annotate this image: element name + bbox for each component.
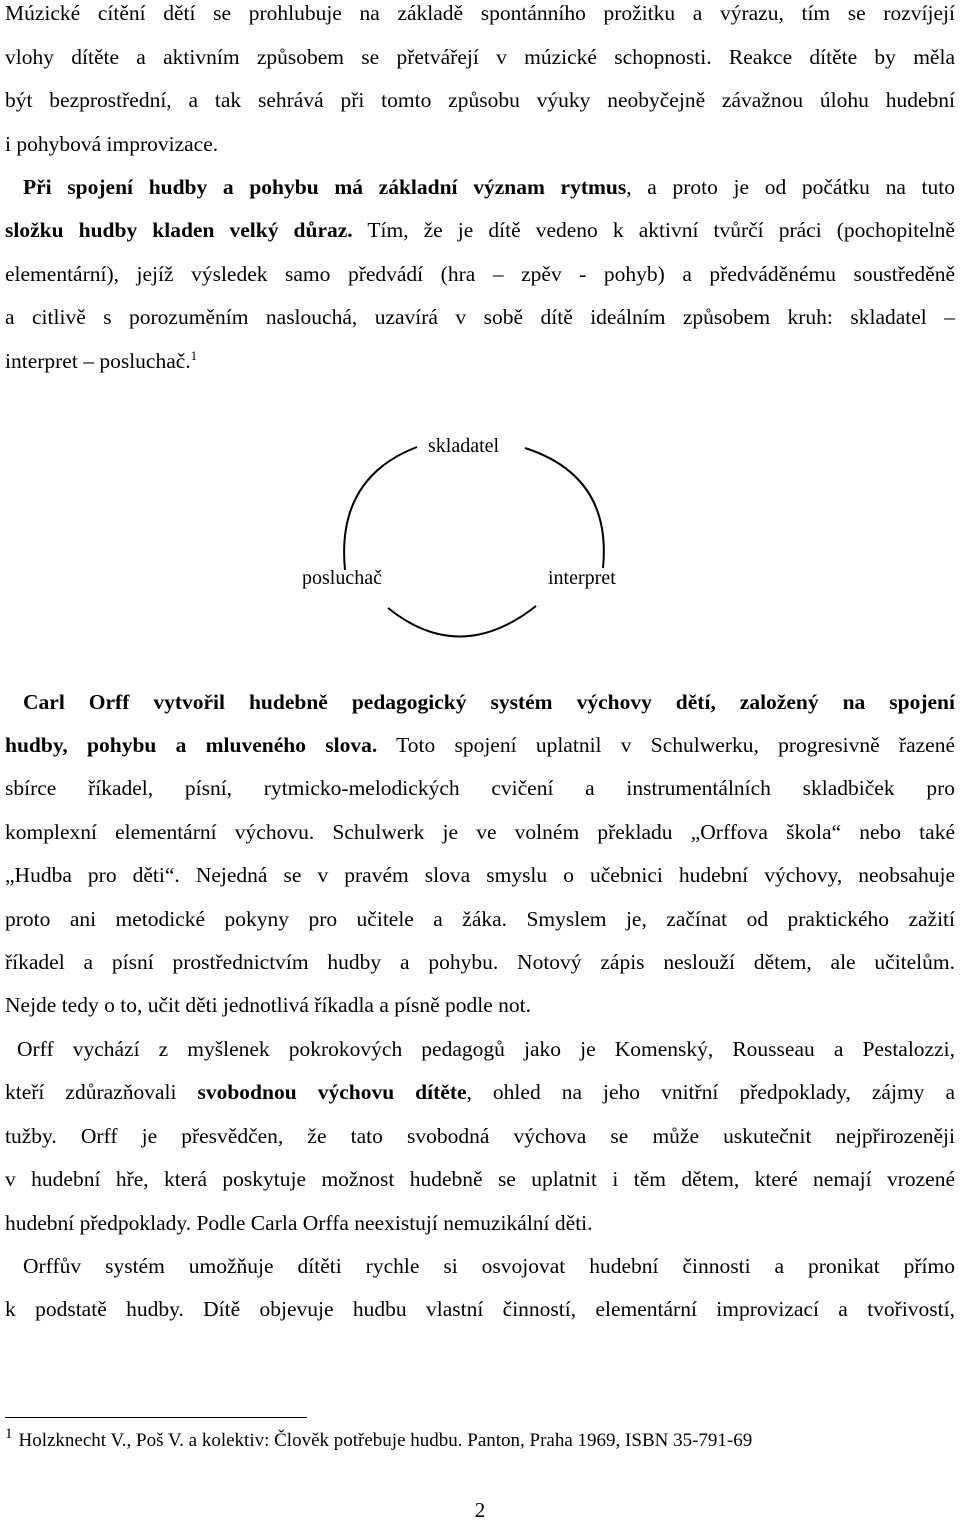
arc-right-arrow — [525, 448, 604, 568]
diagram-label-composer: skladatel — [428, 435, 500, 457]
rhythm-emphasis: Při spojení hudby a pohybu má základní význam rytmus — [23, 175, 627, 199]
paragraph3-line6: proto ani metodické pokyny pro učitele a žáka. Smyslem je, začínat od praktického zažití — [5, 907, 955, 931]
paragraph4-line2-pre: kteří zdůrazňovali — [5, 1080, 198, 1104]
paragraph3-line7: říkadel a písní prostřednictvím hudby a pohybu. Notový zápis neslouží dětem, ale učitelům. — [5, 950, 955, 974]
orff-system-emphasis: Carl Orff vytvořil hudebně pedagogický systém výchovy dětí, založený na spojení — [23, 690, 955, 714]
paragraph4-line2-rest: , ohled na jeho vnitřní předpoklady, zájmy a — [466, 1080, 955, 1104]
paragraph3-line1 — [23, 689, 955, 715]
paragraph1-line3: být bezprostřední, a tak sehrává při tomto způsobu výuky neobyčejně závažnou úlohu hudební — [5, 88, 955, 112]
orff-system-emphasis-end: hudby, pohybu a mluveného slova. — [5, 733, 378, 757]
footnote — [5, 1428, 752, 1455]
paragraph5-line2: k podstatě hudby. Dítě objevuje hudbu vlastní činností, elementární improvizací a tvořivostí, — [5, 1297, 955, 1321]
arc-left-arrow — [344, 447, 417, 570]
emphasis-text: složku hudby kladen velký důraz. — [5, 218, 353, 242]
paragraph4-line4: v hudební hře, která poskytuje možnost hudebně se uplatnit i těm dětem, které nemají vrozené — [5, 1167, 955, 1191]
free-education-emphasis: svobodnou výchovu dítěte — [197, 1080, 467, 1104]
paragraph1-line1: Múzické cítění dětí se prohlubuje na základě spontánního prožitku a výrazu, tím se rozvíjejí — [5, 1, 955, 25]
paragraph2-line2-rest: Tím, že je dítě vedeno k aktivní tvůrčí práci (pochopitelně — [352, 218, 955, 242]
paragraph2-line3: elementární), jejíž výsledek samo předvádí (hra – zpěv - pohyb) a předváděnému soustředěně — [5, 262, 955, 286]
paragraph3-line3: sbírce říkadel, písní, rytmicko-melodických cvičení a instrumentálních skladbiček pro — [5, 776, 955, 800]
paragraph5-line1: Orffův systém umožňuje dítěti rychle si osvojovat hudební činnosti a pronikat přímo — [23, 1254, 955, 1278]
paragraph4-line2 — [5, 1079, 955, 1105]
paragraph3-line2-rest: Toto spojení uplatnil v Schulwerku, progresivně řazené — [377, 733, 955, 757]
paragraph3-line2 — [5, 732, 955, 758]
arc-bottom-arrow — [388, 606, 536, 637]
page-number: 2 — [474, 1498, 486, 1522]
diagram-label-listener: posluchač — [302, 567, 382, 589]
footnote-separator — [5, 1417, 307, 1418]
paragraph2-line1-rest: , a proto je od počátku na tuto — [626, 175, 955, 199]
paragraph1-line2: vlohy dítěte a aktivním způsobem se přetvářejí v múzické schopnosti. Reakce dítěte by měla — [5, 45, 955, 69]
paragraph3-line8: Nejde tedy o to, učit děti jednotlivá říkadla a písně podle not. — [5, 993, 532, 1017]
paragraph3-line5: „Hudba pro děti“. Nejedná se v pravém slova smyslu o učebnici hudební výchovy, neobsahuje — [5, 863, 955, 887]
paragraph4-line3: tužby. Orff je přesvědčen, že tato svobodná výchova se může uskutečnit nejpřirozeněji — [5, 1124, 955, 1148]
footnote-text: Holzknecht V., Poš V. a kolektiv: Člověk potřebuje hudbu. Panton, Praha 1969, ISBN 35-791-69 — [18, 1430, 753, 1451]
paragraph1-line4: i pohybová improvizace. — [5, 132, 219, 156]
diagram-label-performer: interpret — [548, 567, 616, 589]
paragraph3-line4: komplexní elementární výchovu. Schulwerk je ve volném překladu „Orffova škola“ nebo také — [5, 820, 955, 844]
paragraph2-line5-text: interpret – posluchač. — [5, 349, 191, 373]
footnote-number: 1 — [5, 1426, 13, 1442]
paragraph4-line5: hudební předpoklady. Podle Carla Orffa neexistují nemuzikální děti. — [5, 1211, 593, 1235]
footnote-reference[interactable]: 1 — [190, 347, 198, 363]
paragraph2-line4: a citlivě s porozuměním naslouchá, uzavírá v sobě dítě ideálním způsobem kruh: skladatel – — [5, 305, 955, 329]
paragraph4-line1: Orff vychází z myšlenek pokrokových pedagogů jako je Komenský, Rousseau a Pestalozzi, — [17, 1037, 955, 1061]
